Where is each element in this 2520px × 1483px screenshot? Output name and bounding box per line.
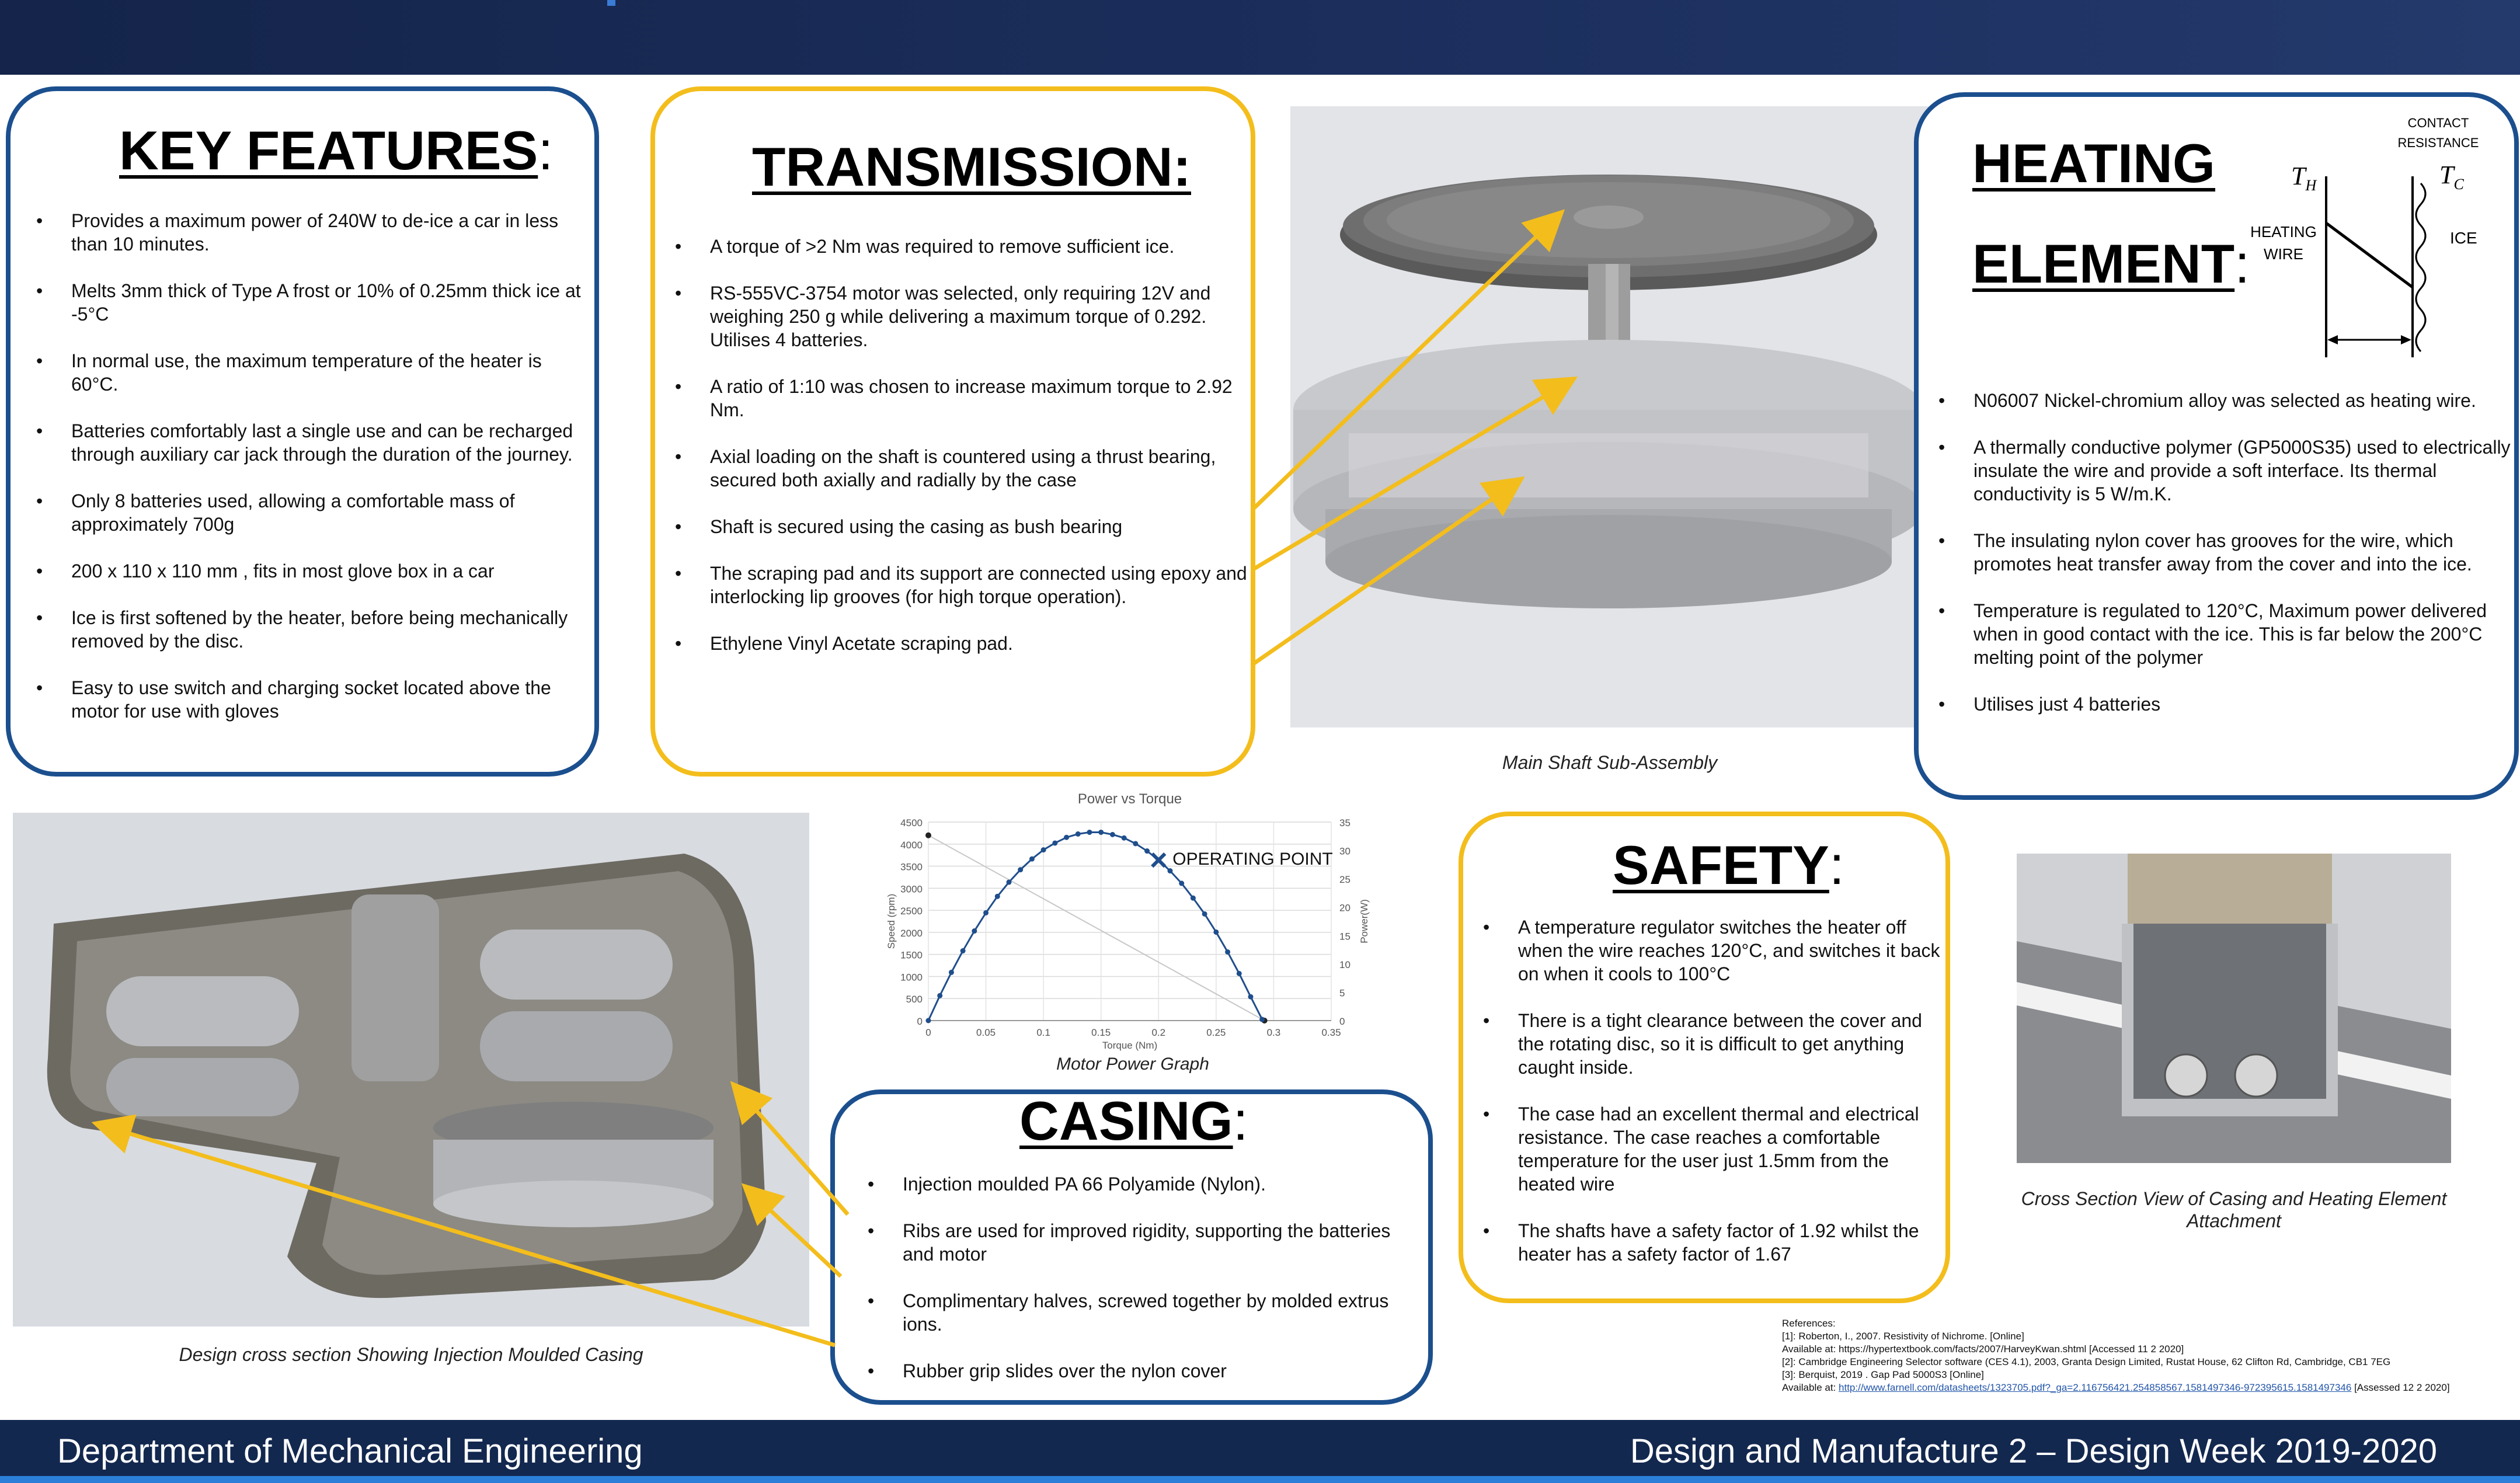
casing-render-caption: Design cross section Showing Injection Moulded Casing [179, 1344, 643, 1365]
y-tick-label: 2500 [900, 906, 923, 917]
y2-tick-label: 25 [1339, 874, 1351, 886]
y2-tick-label: 5 [1339, 987, 1345, 999]
banner-accent [607, 0, 615, 6]
transmission-panel [650, 86, 1255, 777]
safety-item: • A temperature regulator switches the heater off when the wire reaches 120°C, and switches it back on when it cools to 100°C [1478, 915, 1945, 986]
key-feature-item: • Easy to use switch and charging socket located above the motor for use with gloves [32, 676, 583, 723]
power-point [960, 948, 966, 953]
y2-tick-label: 0 [1339, 1016, 1345, 1027]
x-tick-label: 0.25 [1206, 1027, 1226, 1038]
cross-section-render [2017, 854, 2451, 1163]
safety-item: • There is a tight clearance between the cover and the rotating disc, so it is difficult to get anything caught inside. [1478, 1009, 1945, 1079]
power-point [1110, 832, 1115, 837]
power-point [1248, 994, 1254, 1000]
x-tick-label: 0.3 [1266, 1027, 1281, 1038]
key-feature-item: • 200 x 110 x 110 mm , fits in most glove box in a car [32, 559, 583, 583]
heating-list [1934, 389, 2512, 739]
reference-line: [3]: Berquist, 2019 . Gap Pad 5000S3 [Online] [1782, 1369, 1984, 1380]
y2-tick-label: 10 [1339, 959, 1351, 970]
casing-item: • Complimentary halves, screwed together by molded extrus ions. [863, 1289, 1426, 1336]
safety-list [1478, 915, 1945, 1289]
x-tick-label: 0.15 [1091, 1027, 1111, 1038]
operating-point-label: OPERATING POINT [1172, 850, 1333, 869]
y2-tick-label: 15 [1339, 931, 1351, 942]
chart-title: Power vs Torque [1077, 791, 1182, 807]
main-shaft-image [1290, 106, 1929, 727]
power-point [1087, 830, 1092, 835]
power-point [1213, 930, 1219, 935]
heating-item: • Utilises just 4 batteries [1934, 692, 2512, 716]
y-tick-label: 1500 [900, 949, 923, 961]
transmission-list [670, 235, 1248, 678]
transmission-item: • A ratio of 1:10 was chosen to increase maximum torque to 2.92 Nm. [670, 375, 1248, 422]
transmission-item: • Ethylene Vinyl Acetate scraping pad. [670, 632, 1248, 655]
casing-panel [830, 1089, 1433, 1405]
transmission-item: • The scraping pad and its support are connected using epoxy and interlocking lip grooves (for high torque operation). [670, 562, 1248, 608]
casing-render-image [13, 813, 809, 1327]
power-point [995, 894, 1000, 899]
power-point [1179, 880, 1184, 886]
diagram-heating-wire-label: HEATING WIRE [2250, 223, 2317, 263]
x-tick-label: 0 [925, 1027, 931, 1038]
transmission-title: TRANSMISSION: [752, 136, 1191, 197]
power-point [1075, 831, 1081, 837]
power-point [1052, 840, 1057, 845]
y2-tick-label: 35 [1339, 817, 1351, 828]
casing-item: • Injection moulded PA 66 Polyamide (Nylon). [863, 1172, 1426, 1196]
x-tick-label: 0.05 [976, 1027, 996, 1038]
power-point [1041, 847, 1046, 852]
references [1782, 1317, 2512, 1394]
key-feature-item: • Only 8 batteries used, allowing a comfortable mass of approximately 700g [32, 489, 583, 536]
x-axis-label: Torque (Nm) [1102, 1040, 1158, 1051]
y-tick-label: 4500 [900, 817, 923, 828]
power-point [1202, 911, 1207, 917]
key-feature-item: • Batteries comfortably last a single use and can be recharged through auxiliary car jack through the duration of the journey. [32, 419, 583, 466]
x-tick-label: 0.35 [1321, 1027, 1341, 1038]
casing-item: • Ribs are used for improved rigidity, supporting the batteries and motor [863, 1219, 1426, 1266]
transmission-item: • Shaft is secured using the casing as bush bearing [670, 515, 1248, 538]
casing-list [863, 1172, 1426, 1406]
y2-axis-label: Power(W) [1359, 899, 1370, 944]
cross-section-caption: Cross Section View of Casing and Heating Element Attachment [2021, 1188, 2447, 1231]
key-features-list [32, 209, 583, 746]
power-point [1191, 896, 1196, 901]
diagram-ice-label: ICE [2450, 229, 2477, 247]
heating-item: • Temperature is regulated to 120°C, Maximum power delivered when in good contact with the ice. This is far below the 200°C melting point of the polymer [1934, 599, 2512, 669]
safety-panel [1459, 812, 1950, 1303]
y-tick-label: 1000 [900, 972, 923, 983]
power-point [1029, 857, 1035, 862]
power-point [972, 928, 977, 934]
y-tick-label: 2000 [900, 927, 923, 939]
power-torque-chart [876, 787, 1370, 1066]
diagram-th-label: $T_H$ [2291, 162, 2317, 194]
power-point [1122, 836, 1127, 841]
power-point [1098, 830, 1104, 835]
power-point [1064, 835, 1069, 840]
top-banner [0, 0, 2520, 75]
power-point [1018, 867, 1023, 872]
footer-course: Design and Manufacture 2 – Design Week 2019-2020 [1630, 1432, 2437, 1470]
power-point [1144, 848, 1150, 854]
x-tick-label: 0.2 [1151, 1027, 1166, 1038]
key-features-title: KEY FEATURES: [119, 120, 554, 181]
reference-line: [1]: Roberton, I., 2007. Resistivity of Nichrome. [Online] [1782, 1331, 2024, 1342]
power-point [1237, 971, 1242, 976]
heating-item: • The insulating nylon cover has grooves for the wire, which promotes heat transfer away from the cover and into the ice. [1934, 529, 2512, 576]
references-list [1782, 1330, 2512, 1381]
y-tick-label: 3000 [900, 883, 923, 895]
y-tick-label: 4000 [900, 839, 923, 851]
heating-title-line1: HEATING [1972, 133, 2216, 194]
footer-bar [0, 1420, 2520, 1483]
datasheet-link[interactable]: http://www.farnell.com/datasheets/1323705.pdf?_ga=2.116756421.254858567.1581497346-972395615.1581497346 [1839, 1382, 2352, 1393]
key-feature-item: • Melts 3mm thick of Type A frost or 10% of 0.25mm thick ice at -5°C [32, 279, 583, 326]
heating-item: • A thermally conductive polymer (GP5000S35) used to electrically insulate the wire and provide a soft interface. Its thermal conductivity is 5 W/m.K. [1934, 436, 2512, 506]
y2-tick-label: 30 [1339, 845, 1351, 857]
power-point [926, 1018, 931, 1024]
heating-item: • N06007 Nickel-chromium alloy was selected as heating wire. [1934, 389, 2512, 412]
power-point [949, 970, 954, 975]
transmission-item: • A torque of >2 Nm was required to remove sufficient ice. [670, 235, 1248, 258]
speed-point [925, 833, 931, 838]
footer-stripe [0, 1476, 2520, 1483]
diagram-contact-resistance-label: CONTACT RESISTANCE [2397, 116, 2479, 150]
key-feature-item: • Ice is first softened by the heater, before being mechanically removed by the disc. [32, 606, 583, 653]
safety-title: SAFETY: [1613, 834, 1844, 896]
footer-department: Department of Mechanical Engineering [57, 1432, 643, 1470]
power-point [1133, 841, 1138, 846]
power-point [937, 993, 942, 998]
references-last-line: Available at: http://www.farnell.com/datasheets/1323705.pdf?_ga=2.116756421.254858567.1581497346-972395615.1581497346 [Assessed 12 2 2020] [1782, 1382, 2450, 1393]
y2-tick-label: 20 [1339, 902, 1351, 914]
key-feature-item: • In normal use, the maximum temperature of the heater is 60°C. [32, 349, 583, 396]
transmission-item: • RS-555VC-3754 motor was selected, only requiring 12V and weighing 250 g while delivering a maximum torque of 0.292. Utilises 4 batteries. [670, 281, 1248, 351]
power-point [1007, 879, 1012, 885]
safety-item: • The case had an excellent thermal and electrical resistance. The case reaches a comfortable temperature for the user just 1.5mm from the heated wire [1478, 1102, 1945, 1196]
y-tick-label: 3500 [900, 861, 923, 873]
key-feature-item: • Provides a maximum power of 240W to de-ice a car in less than 10 minutes. [32, 209, 583, 256]
heating-panel [1914, 92, 2519, 800]
chart-caption: Motor Power Graph [1056, 1054, 1209, 1074]
main-shaft-caption: Main Shaft Sub-Assembly [1502, 752, 1718, 773]
power-point [1225, 949, 1230, 955]
reference-line: [2]: Cambridge Engineering Selector software (CES 4.1), 2003, Granta Design Limited, Rustat House, 62 Clifton Rd, Cambridge, CB1 7EG [1782, 1356, 2391, 1367]
diagram-tc-label: $T_C$ [2439, 161, 2464, 193]
x-tick-label: 0.1 [1036, 1027, 1050, 1038]
safety-item: • The shafts have a safety factor of 1.92 whilst the heater has a safety factor of 1.67 [1478, 1219, 1945, 1266]
power-point [983, 910, 988, 915]
y-tick-label: 500 [906, 994, 923, 1005]
casing-render [13, 813, 809, 1327]
y-tick-label: 0 [917, 1016, 923, 1027]
cross-section-image [2017, 854, 2451, 1163]
key-features-panel [6, 86, 599, 777]
main-shaft-render [1290, 106, 1929, 727]
reference-line: Available at: https://hypertextbook.com/facts/2007/HarveyKwan.shtml [Accessed 11 2 2020] [1782, 1343, 2184, 1355]
y-axis-label: Speed (rpm) [886, 893, 897, 949]
references-heading: References: [1782, 1318, 1836, 1329]
power-point [1168, 868, 1173, 873]
casing-item: • Rubber grip slides over the nylon cover [863, 1359, 1426, 1383]
heating-title-line2: ELEMENT: [1972, 233, 2250, 294]
casing-title: CASING: [1019, 1090, 1248, 1151]
power-point [1259, 1017, 1265, 1022]
transmission-item: • Axial loading on the shaft is countered using a thrust bearing, secured both axially and radially by the case [670, 445, 1248, 492]
